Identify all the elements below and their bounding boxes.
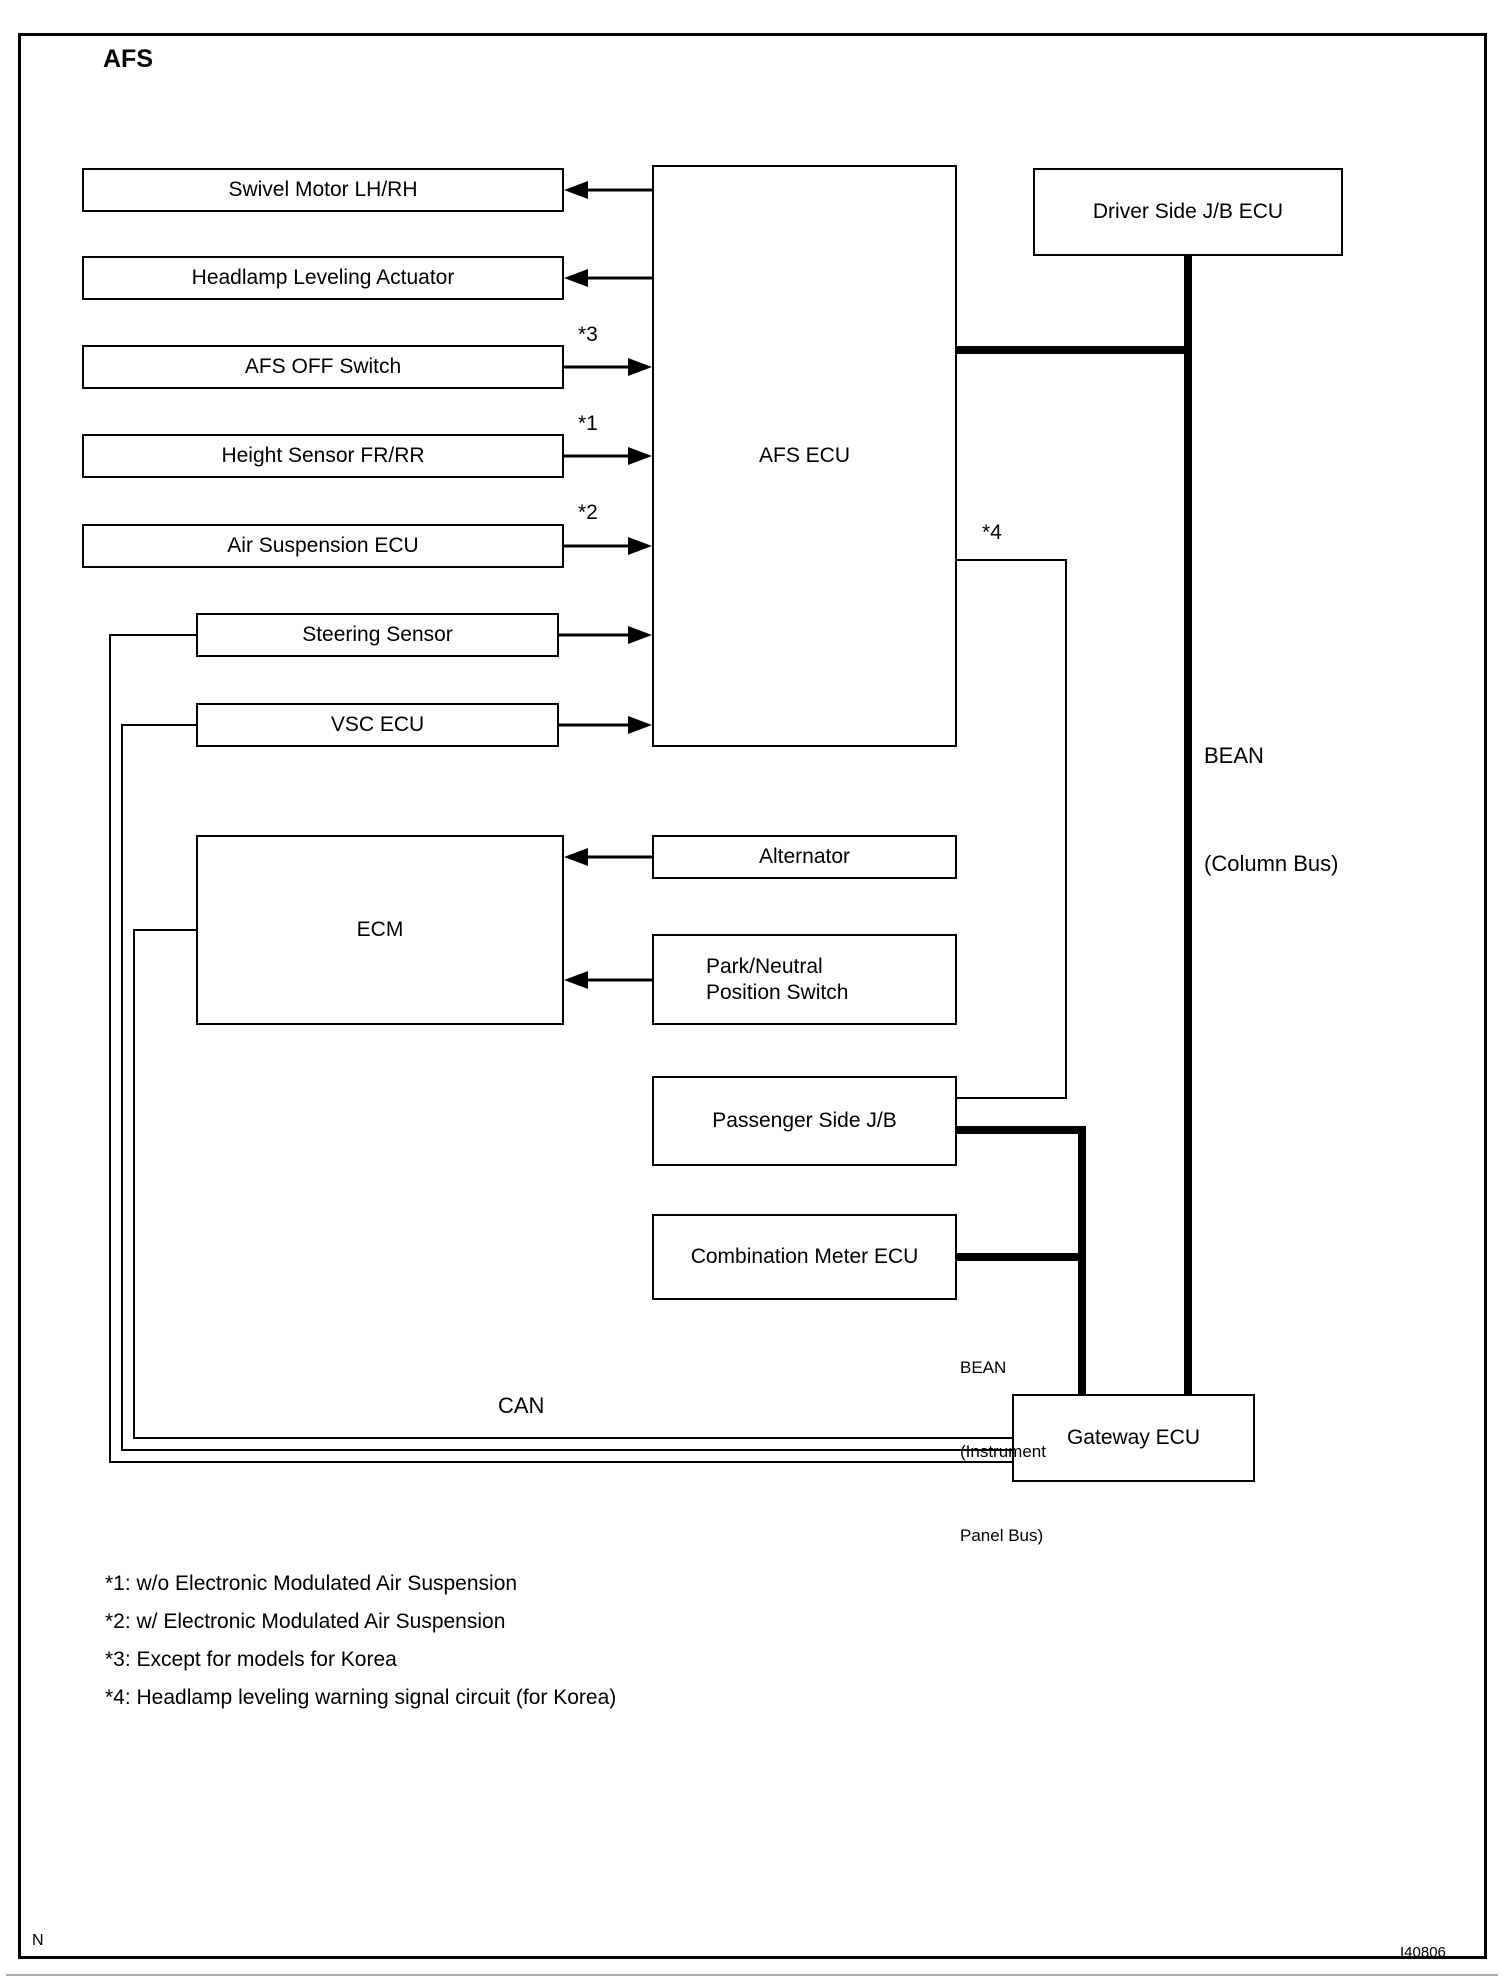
arrow-afs-to-swivel-motor bbox=[564, 181, 652, 199]
bean-ip-bus-label-line2: (Instrument bbox=[960, 1442, 1046, 1461]
star4-signal-line bbox=[957, 560, 1066, 1098]
footnote-3: *3: Except for models for Korea bbox=[105, 1648, 397, 1671]
node-passenger-side-jb bbox=[652, 1076, 957, 1166]
node-label: AFS ECU bbox=[758, 444, 850, 467]
node-label: Alternator bbox=[758, 845, 851, 868]
node-label: VSC ECU bbox=[330, 713, 425, 736]
arrow-afs-to-headlamp-actuator bbox=[564, 269, 652, 287]
node-height-sensor bbox=[82, 434, 564, 478]
node-swivel-motor bbox=[82, 168, 564, 212]
node-headlamp-leveling-actuator bbox=[82, 256, 564, 300]
bean-column-bus-label-line2: (Column Bus) bbox=[1204, 851, 1339, 876]
node-label: Swivel Motor LH/RH bbox=[228, 178, 418, 201]
arrow-alternator-to-ecm bbox=[564, 848, 652, 866]
annotation-star2: *2 bbox=[578, 501, 598, 524]
bean-column-bus-line bbox=[957, 254, 1192, 1396]
node-ecm bbox=[196, 835, 564, 1025]
bean-ip-bus-label-line3: Panel Bus) bbox=[960, 1526, 1044, 1545]
node-air-suspension-ecu bbox=[82, 524, 564, 568]
node-afs-ecu bbox=[652, 165, 957, 747]
arrow-vsc-to-afs bbox=[559, 716, 652, 734]
arrow-steering-sensor-to-afs bbox=[559, 626, 652, 644]
node-label: AFS OFF Switch bbox=[244, 355, 402, 378]
can-bus-label: CAN bbox=[498, 1393, 545, 1418]
footnote-2: *2: w/ Electronic Modulated Air Suspension bbox=[105, 1610, 506, 1633]
figure-id: I40806 bbox=[1400, 1944, 1446, 1961]
bean-column-bus-label-line1: BEAN bbox=[1204, 743, 1264, 768]
annotation-star4: *4 bbox=[982, 521, 1002, 544]
diagram-title: AFS bbox=[103, 45, 153, 73]
footnotes bbox=[105, 1565, 616, 1717]
node-afs-off-switch bbox=[82, 345, 564, 389]
node-driver-side-jb-ecu bbox=[1033, 168, 1343, 256]
can-bus-lines bbox=[110, 635, 1012, 1462]
annotation-star3: *3 bbox=[578, 323, 598, 346]
node-vsc-ecu bbox=[196, 703, 559, 747]
node-gateway-ecu bbox=[1012, 1394, 1255, 1482]
node-label: Driver Side J/B ECU bbox=[1092, 200, 1284, 223]
node-label: Passenger Side J/B bbox=[712, 1109, 897, 1132]
node-label: Combination Meter ECU bbox=[690, 1245, 919, 1268]
footnote-1: *1: w/o Electronic Modulated Air Suspension bbox=[105, 1572, 518, 1595]
node-label: Headlamp Leveling Actuator bbox=[191, 266, 455, 289]
node-label: Park/Neutral Position Switch bbox=[706, 954, 849, 1004]
node-steering-sensor bbox=[196, 613, 559, 657]
node-label: Steering Sensor bbox=[302, 623, 453, 646]
node-alternator bbox=[652, 835, 957, 879]
arrow-park-neutral-to-ecm bbox=[564, 971, 652, 989]
node-label: Air Suspension ECU bbox=[227, 534, 419, 557]
bean-column-bus-label bbox=[1204, 666, 1338, 954]
node-label: Height Sensor FR/RR bbox=[221, 444, 425, 467]
node-combination-meter-ecu bbox=[652, 1214, 957, 1300]
node-label: Gateway ECU bbox=[1066, 1426, 1201, 1449]
arrow-afs-off-switch-to-afs bbox=[564, 358, 652, 376]
arrow-height-sensor-to-afs bbox=[564, 447, 652, 465]
corner-mark-n: N bbox=[32, 1932, 44, 1949]
footnote-4: *4: Headlamp leveling warning signal circuit (for Korea) bbox=[105, 1686, 617, 1709]
bean-ip-bus-label-line1: BEAN bbox=[960, 1358, 1007, 1377]
can-line-steering bbox=[110, 635, 1012, 1462]
arrow-air-suspension-to-afs bbox=[564, 537, 652, 555]
bean-ip-bus-label bbox=[960, 1298, 1046, 1606]
node-label: ECM bbox=[356, 918, 404, 941]
annotation-star1: *1 bbox=[578, 412, 598, 435]
node-park-neutral-position-switch bbox=[652, 934, 957, 1025]
